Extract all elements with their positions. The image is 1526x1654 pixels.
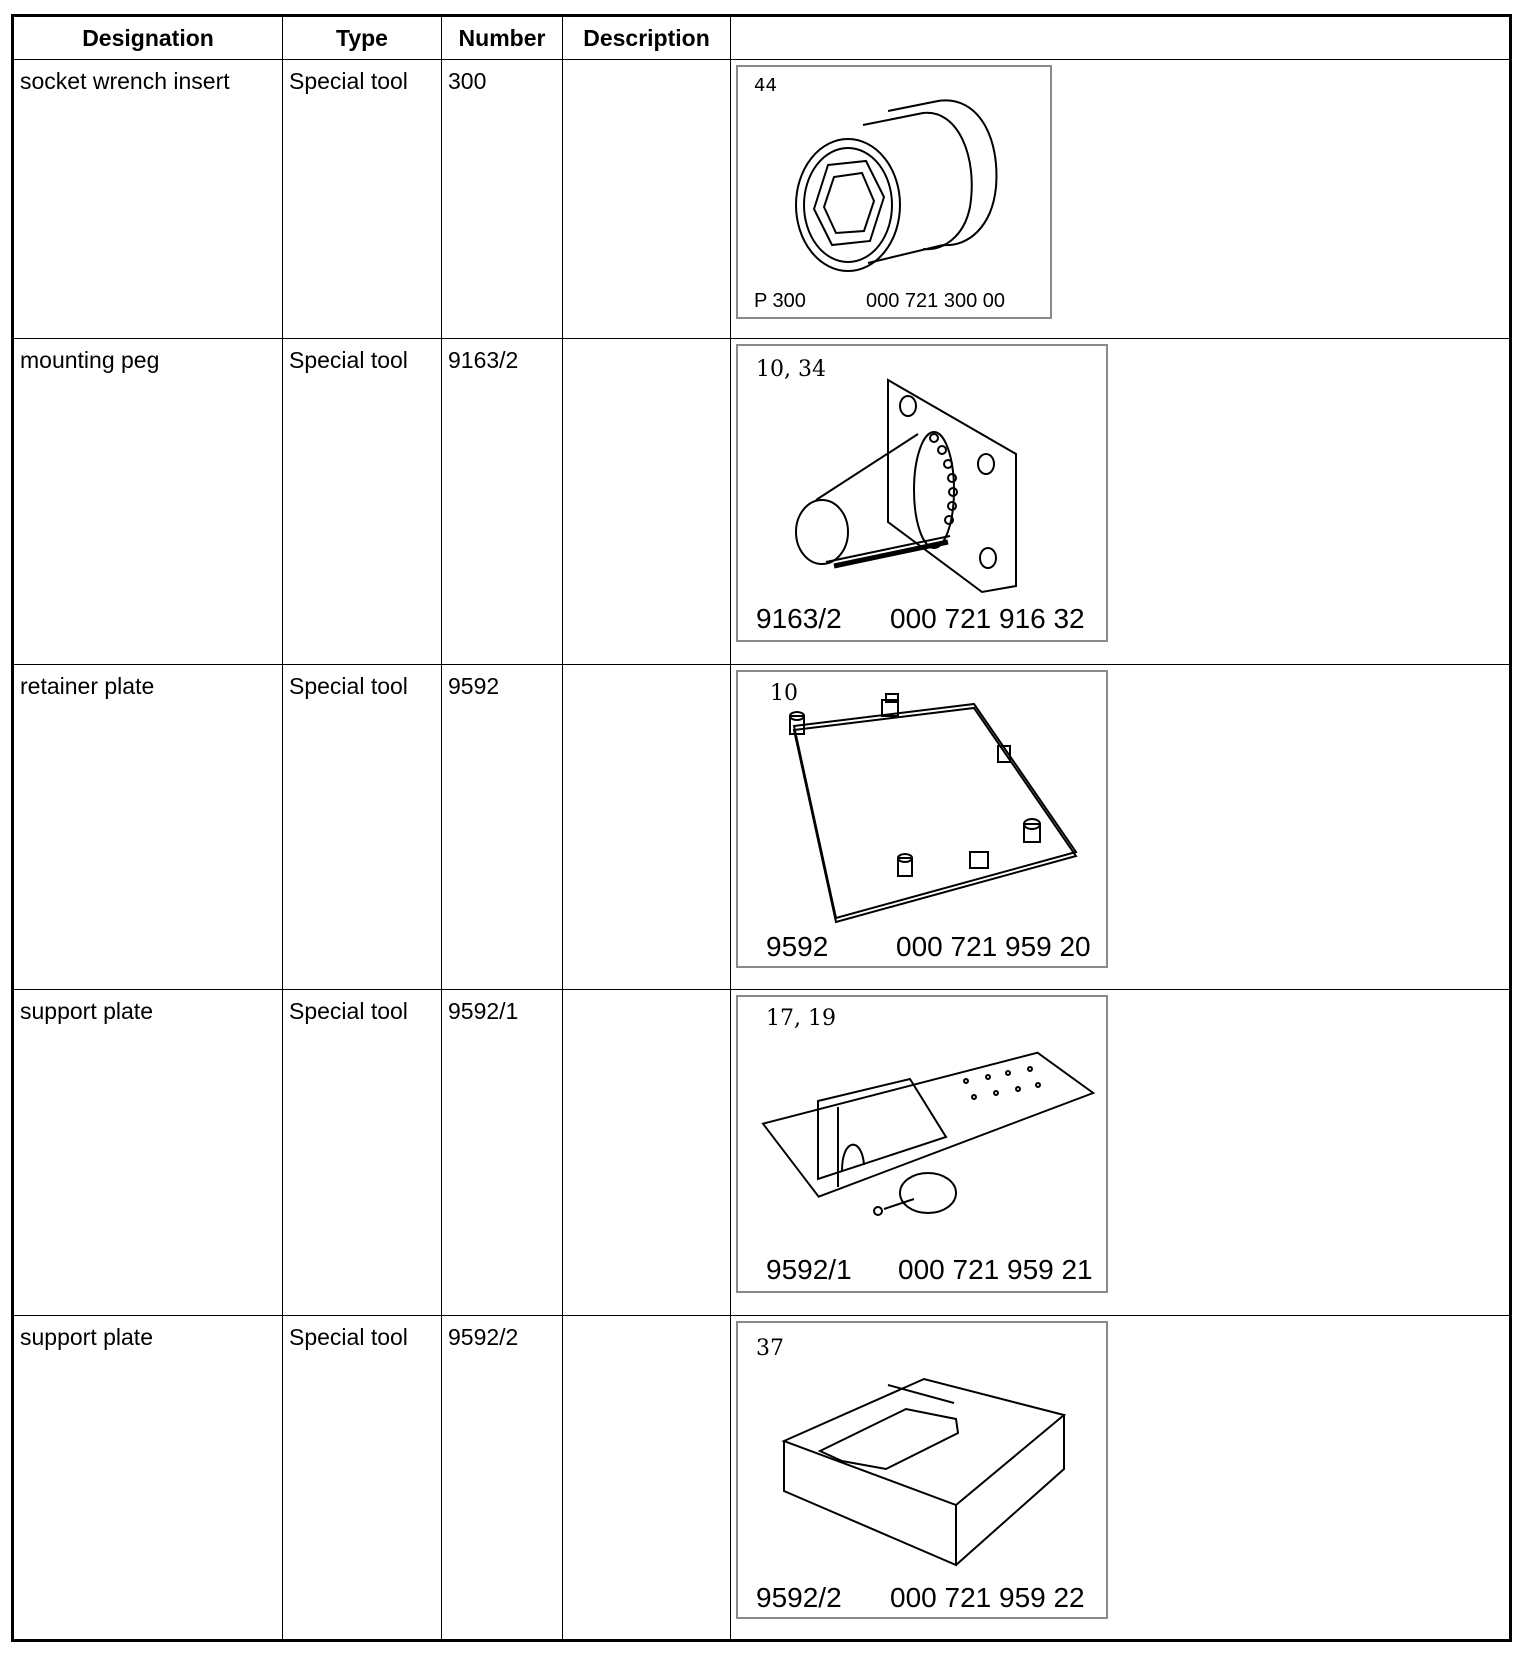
special-tools-table [11, 14, 1512, 1642]
type-cell: Special tool [283, 339, 442, 664]
support-plate-drawing [738, 997, 1106, 1291]
header-designation: Designation [13, 16, 283, 60]
image-cell [731, 339, 1511, 664]
part-number: 000 721 959 22 [890, 1581, 1085, 1613]
tool-illustration [736, 1321, 1108, 1619]
tool-code: 9163/2 [756, 603, 842, 635]
tool-illustration [736, 65, 1052, 319]
image-cell [731, 990, 1511, 1315]
support-plate-icon [763, 1053, 1093, 1215]
designation-cell: support plate [13, 1315, 283, 1640]
mounting-peg-icon [796, 380, 1016, 592]
image-cell [731, 1315, 1511, 1640]
figure-ref: 44 [754, 75, 777, 96]
socket-wrench-insert-drawing [738, 67, 1050, 317]
tool-code: 9592 [766, 930, 829, 962]
figure-ref: 37 [756, 1335, 784, 1361]
image-cell [731, 60, 1511, 339]
tool-code: P 300 [754, 290, 806, 312]
number-cell: 9592 [442, 664, 563, 989]
designation-cell: support plate [13, 990, 283, 1315]
number-cell: 300 [442, 60, 563, 339]
tool-code: 9592/1 [766, 1254, 852, 1286]
mounting-peg-drawing [738, 346, 1106, 640]
header-type: Type [283, 16, 442, 60]
designation-cell: mounting peg [13, 339, 283, 664]
retainer-plate-drawing [738, 672, 1106, 966]
tool-illustration [736, 670, 1108, 968]
figure-ref: 10 [770, 680, 798, 706]
description-cell [563, 1315, 731, 1640]
tool-illustration [736, 344, 1108, 642]
header-description: Description [563, 16, 731, 60]
type-cell: Special tool [283, 664, 442, 989]
number-cell: 9592/2 [442, 1315, 563, 1640]
designation-cell: socket wrench insert [13, 60, 283, 339]
description-cell [563, 664, 731, 989]
description-cell [563, 339, 731, 664]
header-row [13, 16, 1511, 60]
tool-illustration [736, 995, 1108, 1293]
socket-wrench-insert-icon [796, 100, 996, 271]
part-number: 000 721 959 21 [898, 1254, 1093, 1286]
table-row [13, 1315, 1511, 1640]
figure-ref: 10, 34 [756, 357, 826, 383]
description-cell [563, 60, 731, 339]
figure-ref: 17, 19 [766, 1006, 836, 1032]
support-plate-block-drawing [738, 1323, 1106, 1617]
type-cell: Special tool [283, 1315, 442, 1640]
description-cell [563, 990, 731, 1315]
part-number: 000 721 959 20 [896, 930, 1091, 962]
number-cell: 9163/2 [442, 339, 563, 664]
table-row [13, 339, 1511, 664]
table-row [13, 990, 1511, 1315]
type-cell: Special tool [283, 60, 442, 339]
tool-code: 9592/2 [756, 1581, 842, 1613]
table-row [13, 664, 1511, 989]
table-row [13, 60, 1511, 339]
part-number: 000 721 300 00 [866, 290, 1006, 312]
part-number: 000 721 916 32 [890, 603, 1085, 635]
number-cell: 9592/1 [442, 990, 563, 1315]
support-plate-block-icon [784, 1379, 1064, 1565]
header-number: Number [442, 16, 563, 60]
type-cell: Special tool [283, 990, 442, 1315]
header-image [731, 16, 1511, 60]
designation-cell: retainer plate [13, 664, 283, 989]
retainer-plate-icon [790, 694, 1076, 922]
image-cell [731, 664, 1511, 989]
